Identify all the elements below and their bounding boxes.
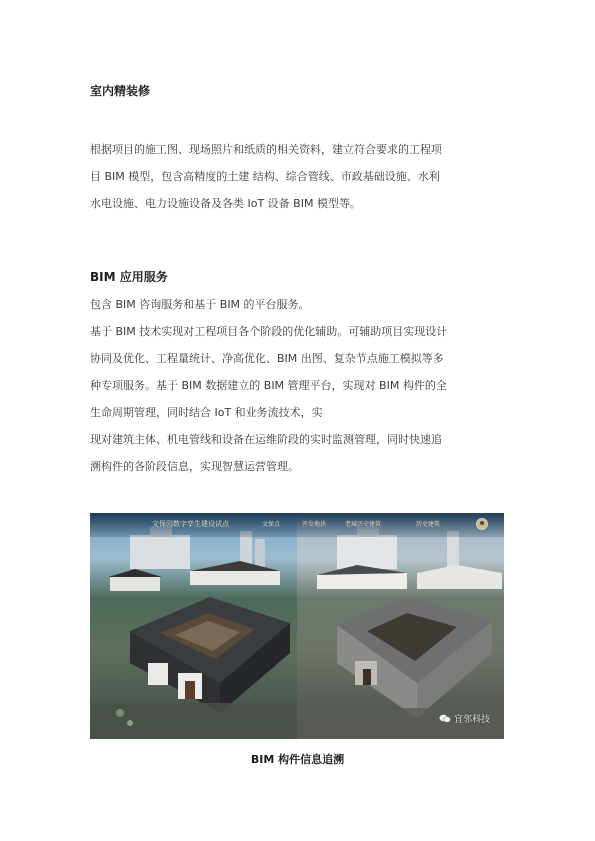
screenshot-title: 文保园数字孪生建设试点	[152, 520, 229, 528]
figure-caption: BIM 构件信息追溯	[250, 753, 345, 766]
bim-paragraph	[90, 291, 510, 480]
screenshot-tab: 开发地块	[302, 521, 327, 528]
paragraph-line: 包含 BIM 咨询服务和基于 BIM 的平台服务。	[90, 298, 310, 311]
wechat-icon	[439, 714, 451, 723]
screenshot-tab: 文保点	[262, 521, 281, 528]
paragraph-line: 协同及优化、工程量统计、净高优化、BIM 出图、复杂节点施工模拟等多	[90, 352, 444, 365]
screenshot-tab: 老城历史建筑	[345, 521, 382, 528]
section-heading-bim: BIM 应用服务	[90, 270, 168, 284]
paragraph-line: 基于 BIM 技术实现对工程项目各个阶段的优化辅助。可辅助项目实现设计	[90, 325, 448, 338]
bim-model-illustration	[90, 513, 297, 739]
section-heading-interior: 室内精装修	[90, 84, 151, 98]
paragraph-line: 种专项服务。基于 BIM 数据建立的 BIM 管理平台，实现对 BIM 构件的全	[90, 379, 447, 392]
bim-model-view	[90, 513, 297, 739]
paragraph-line: 根据项目的施工图、现场照片和纸质的相关资料，建立符合要求的工程项	[90, 143, 442, 156]
screenshot-tab: 历史建筑	[416, 521, 441, 528]
paragraph-line: 水电设施、电力设施设备及各类 IoT 设备 BIM 模型等。	[90, 197, 361, 210]
paragraph-line: 生命周期管理，同时结合 IoT 和业务流技术，实	[90, 406, 323, 419]
modeling-paragraph	[90, 136, 510, 217]
screenshot-top-bar	[90, 513, 504, 537]
watermark	[439, 712, 490, 725]
bim-screenshot-figure	[90, 513, 504, 739]
photo-scan-view	[297, 513, 504, 739]
paragraph-line: 溯构件的各阶段信息，实现智慧运营管理。	[90, 460, 299, 473]
paragraph-line: 目 BIM 模型，包含高精度的土建 结构、综合管线、市政基础设施、水利	[90, 170, 440, 183]
watermark-text: 宜邻科技	[453, 715, 490, 725]
paragraph-line: 现对建筑主体、机电管线和设备在运维阶段的实时监测管理，同时快速追	[90, 433, 442, 446]
avatar-icon	[476, 518, 488, 530]
photo-scan-illustration	[297, 513, 504, 739]
